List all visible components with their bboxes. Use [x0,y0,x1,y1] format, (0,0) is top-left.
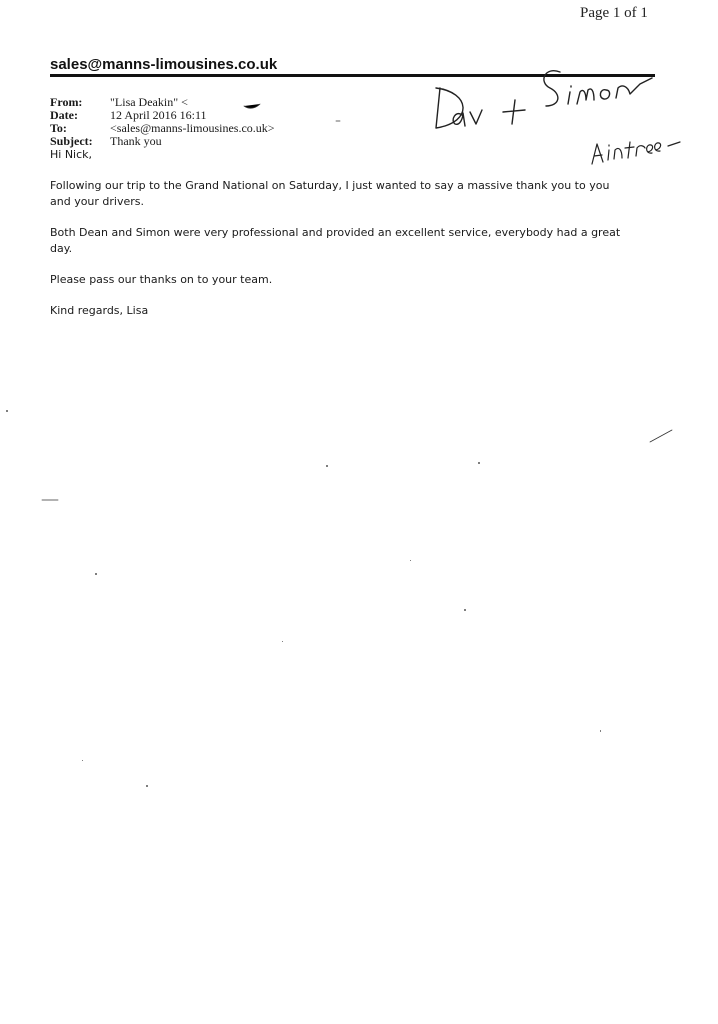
body-paragraph: Both Dean and Simon were very professional and provided an excellent service, everybody had a great day. [50,226,621,255]
to-label: To: [50,121,67,135]
to-value: <sales@manns-limousines.co.uk> [110,121,275,135]
greeting: Hi Nick, [50,148,93,161]
scan-speck [464,609,466,611]
scan-speck [410,560,411,561]
date-label: Date: [50,108,78,122]
email-body [50,147,630,319]
page-number: Page 1 of 1 [580,5,648,21]
scan-speck [82,760,83,761]
scan-speck [326,465,328,467]
from-label: From: [50,95,83,109]
scan-speck [95,573,97,575]
scan-speck [478,462,480,464]
mailbox-address: sales@manns-limousines.co.uk [50,56,278,73]
scan-speck [282,641,283,642]
body-paragraph: Please pass our thanks on to your team. [50,273,273,286]
date-value: 12 April 2016 16:11 [110,108,207,122]
from-value: "Lisa Deakin" < [110,95,188,109]
scan-speck [146,785,148,787]
scan-speck [600,730,601,732]
subject-value: Thank you [110,134,162,148]
scan-speck [6,410,8,412]
signoff: Kind regards, Lisa [50,304,149,317]
body-paragraph: Following our trip to the Grand National on Saturday, I just wanted to say a massive thank you to you and your drivers. [50,179,610,208]
handwritten-note-dav-simon [436,71,652,128]
subject-label: Subject: [50,134,93,148]
email-headers [50,96,275,148]
header-divider [50,74,655,77]
